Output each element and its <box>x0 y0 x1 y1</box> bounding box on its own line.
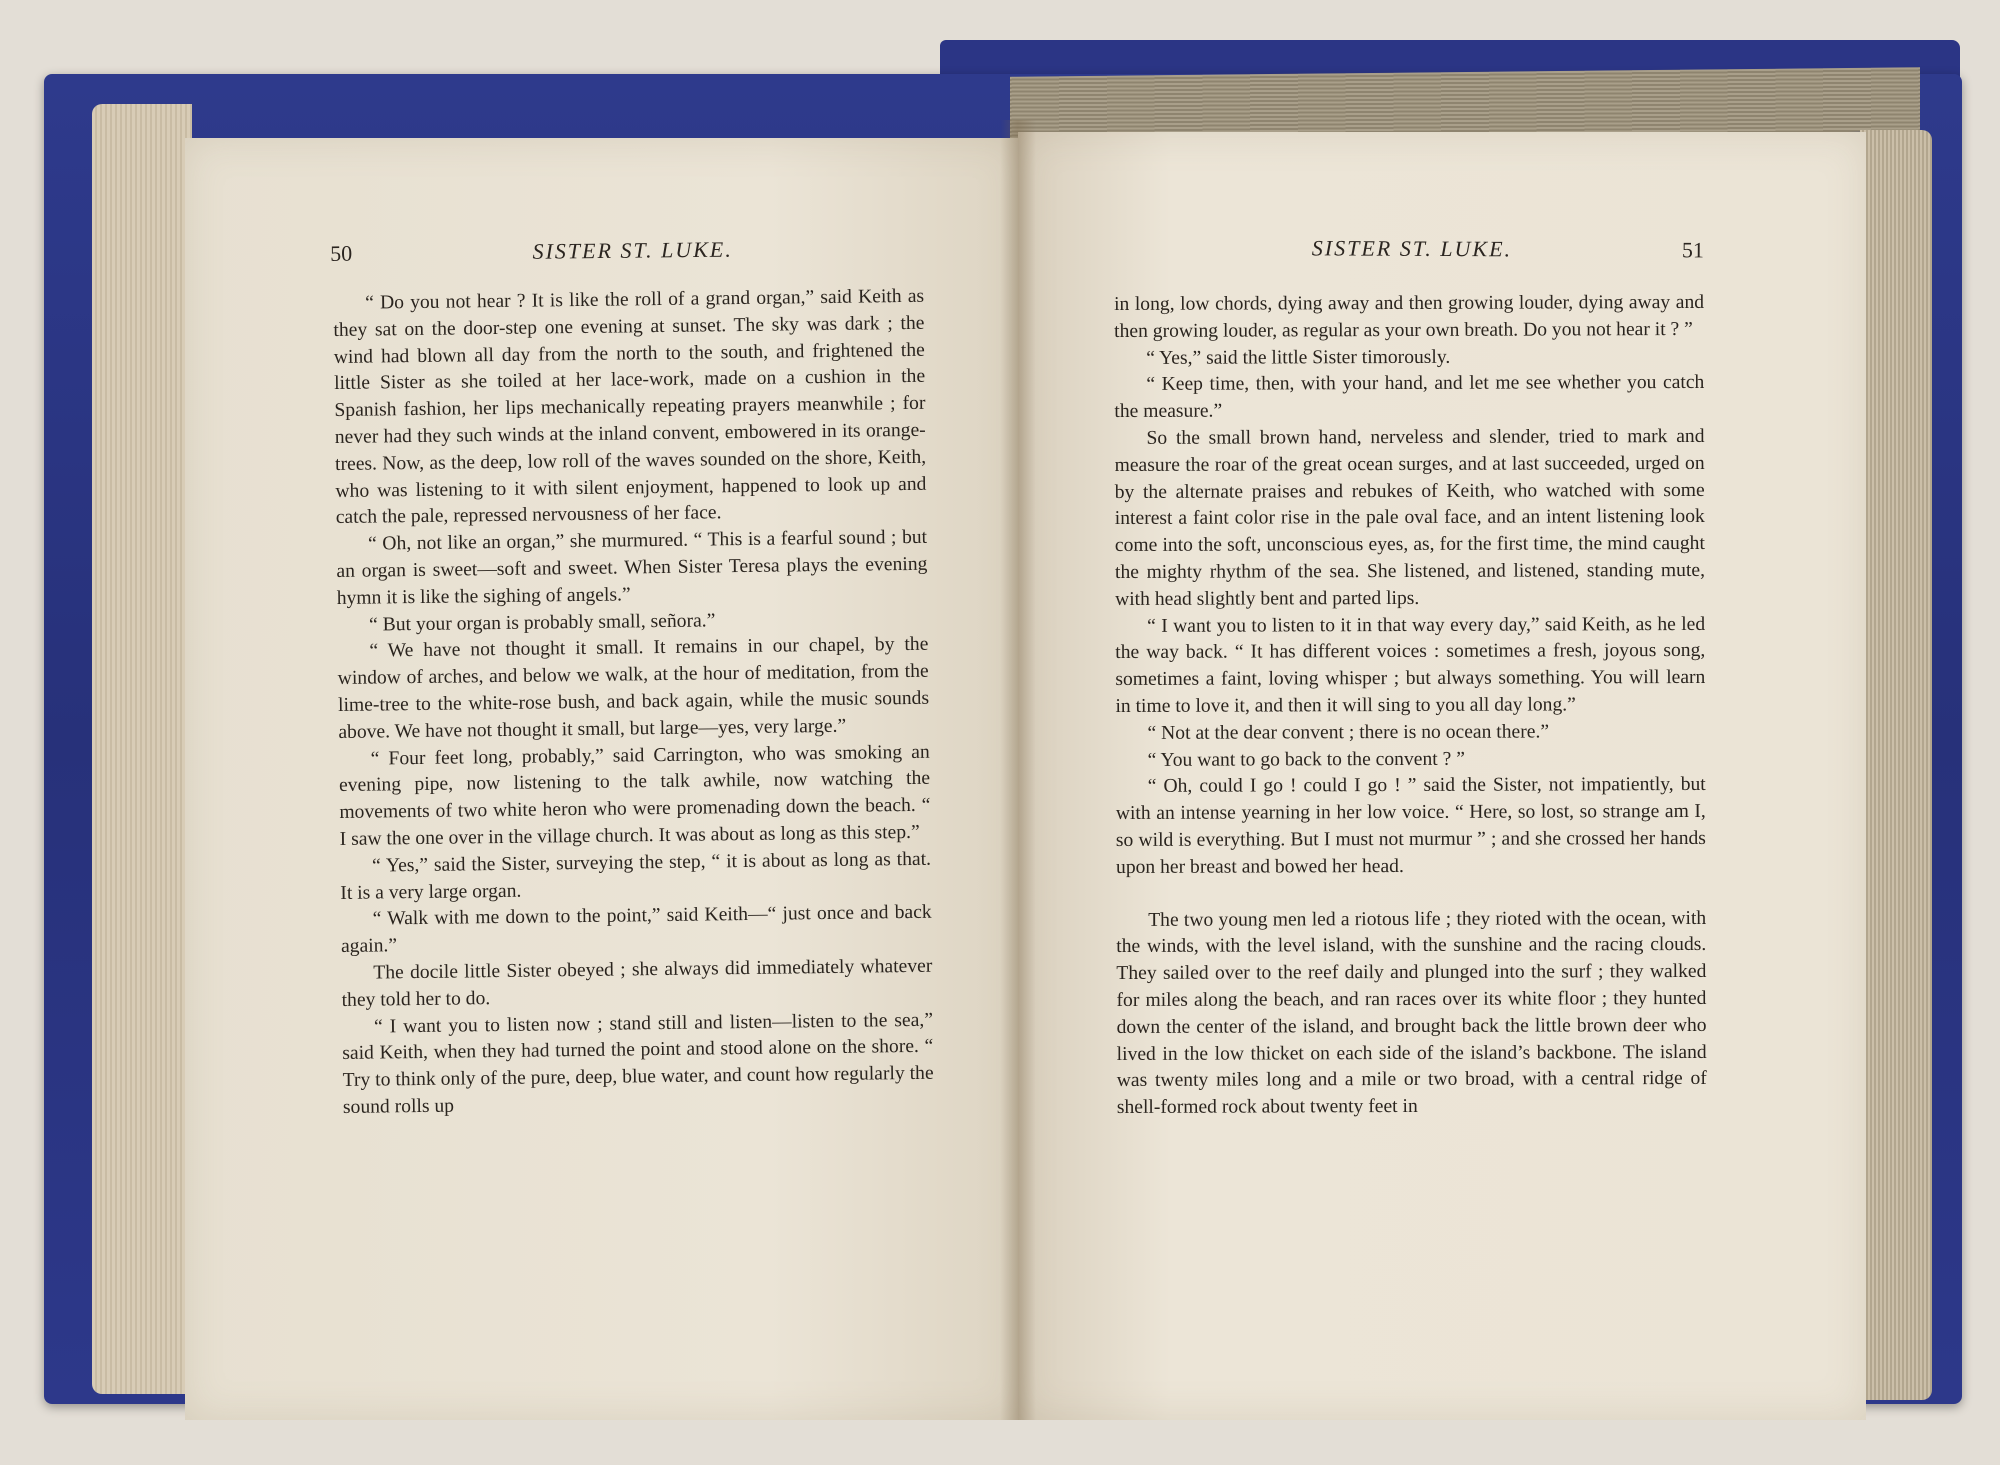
paragraph: “ Yes,” said the Sister, surveying the step, “ it is about as long as that. It is a very large organ. <box>340 848 932 904</box>
left-running-head <box>185 234 1020 266</box>
paragraph: “ Oh, not like an organ,” she murmured. “ This is a fearful sound ; but an organ is sweet—soft and sweet. When Sister Teresa plays the evening hymn it is like the sighing of angels.” <box>336 526 928 609</box>
paragraph: So the small brown hand, nerveless and slender, tried to mark and measure the roar of the great ocean surges, and at last succeeded, urged on by the alternate praises and rebukes of Keith, who watched with some interest a faint color rise in the pale oval face, and an intent listening look come into the soft, unconscious eyes, as, for the first time, the mind caught the mighty rhythm of the sea. She listened, and listened, standing mute, with head slightly bent and parted lips. <box>1114 425 1706 610</box>
paragraph: “ You want to go back to the convent ? ” <box>1147 748 1465 771</box>
paragraph: “ I want you to listen to it in that way every day,” said Keith, as he led the way back. “ It has different voices : sometimes a fresh, joyous song, sometimes a faint, loving whisper ; but always something. You will learn in time to love it, and then it will sing to you all day long.” <box>1115 613 1706 717</box>
paragraph: “ Yes,” said the little Sister timorously. <box>1146 346 1451 369</box>
paragraph: “ Oh, could I go ! could I go ! ” said the Sister, not impatiently, but with an intense yearning in her low voice. “ Here, so lost, so strange am I, so wild is everything. But I must not murmur ” ; and she crossed her hands upon her breast and bowed her head. <box>1115 774 1706 878</box>
paragraph: “ Four feet long, probably,” said Carrington, who was smoking an evening pipe, now listening to the talk awhile, now watching the movements of two white heron who were promenading down the beach. “ I saw the one over in the village church. It was about as long as this step.” <box>338 741 931 850</box>
paragraph: in long, low chords, dying away and then growing louder, dying away and then growing louder, as regular as your own breath. Do you not hear it ? ” <box>1114 291 1705 342</box>
right-body-text <box>1114 290 1707 1122</box>
paragraph: “ Not at the dear convent ; there is no ocean there.” <box>1147 721 1550 744</box>
book-gutter <box>1000 120 1036 1420</box>
section-paragraph: The two young men led a riotous life ; they rioted with the ocean, with the winds, with the level island, with the sunshine and the racing clouds. They sailed over to the reef daily and plunged into the surf ; they walked for miles along the beach, and ran races over its white floor ; they hunted down the center of the island, and brought back the little brown deer who lived in the low thicket on each side of the island’s backbone. The island was twenty miles long and a mile or two broad, with a central ridge of shell-formed rock about twenty feet in <box>1116 907 1707 1119</box>
left-page-edges <box>92 104 192 1394</box>
left-body-text <box>333 284 934 1122</box>
paragraph: “ Do you not hear ? It is like the roll of a grand organ,” said Keith as they sat on the door-step one evening at sunset. The sky was dark ; the wind had blown all day from the north to the south, and frightened the little Sister as she toiled at her lace-work, made on a cushion in the Spanish fashion, her lips mechanically repeating prayers meanwhile ; for never had they such winds at the inland convent, embowered in its orange-trees. Now, as the deep, low roll of the waves sounded on the shore, Keith, who was listening to it with silent enjoyment, happened to look up and catch the pale, repressed nervousness of her face. <box>333 285 927 529</box>
paragraph: “ Keep time, then, with your hand, and let me see whether you catch the measure.” <box>1114 372 1705 423</box>
right-head-edges <box>1010 67 1920 141</box>
right-page-edges <box>1860 130 1932 1400</box>
running-title-left: SISTER ST. LUKE. <box>532 236 733 264</box>
paragraph: “ I want you to listen now ; stand still and listen—listen to the sea,” said Keith, when they had turned the point and stood alone on the shore. “ Try to think only of the pure, deep, blue water, and count how regularly the sound rolls up <box>342 1009 934 1118</box>
paragraph: “ But your organ is probably small, señora.” <box>368 609 716 636</box>
page-number-right: 51 <box>1681 237 1704 263</box>
left-page <box>185 138 1020 1420</box>
paragraph: The docile little Sister obeyed ; she always did immediately whatever they told her to do. <box>341 955 933 1011</box>
paragraph: “ Walk with me down to the point,” said Keith—“ just once and back again.” <box>340 902 932 958</box>
page-number-left: 50 <box>330 240 353 266</box>
right-running-head <box>1018 234 1866 263</box>
paragraph: “ We have not thought it small. It remains in our chapel, by the window of arches, and below we walk, at the hour of meditation, from the lime-tree to the white-rose bush, and back again, while the music sounds above. We have not thought it small, but large—yes, very large.” <box>337 634 930 743</box>
running-title-right: SISTER ST. LUKE. <box>1311 235 1513 262</box>
right-page <box>1018 132 1866 1420</box>
